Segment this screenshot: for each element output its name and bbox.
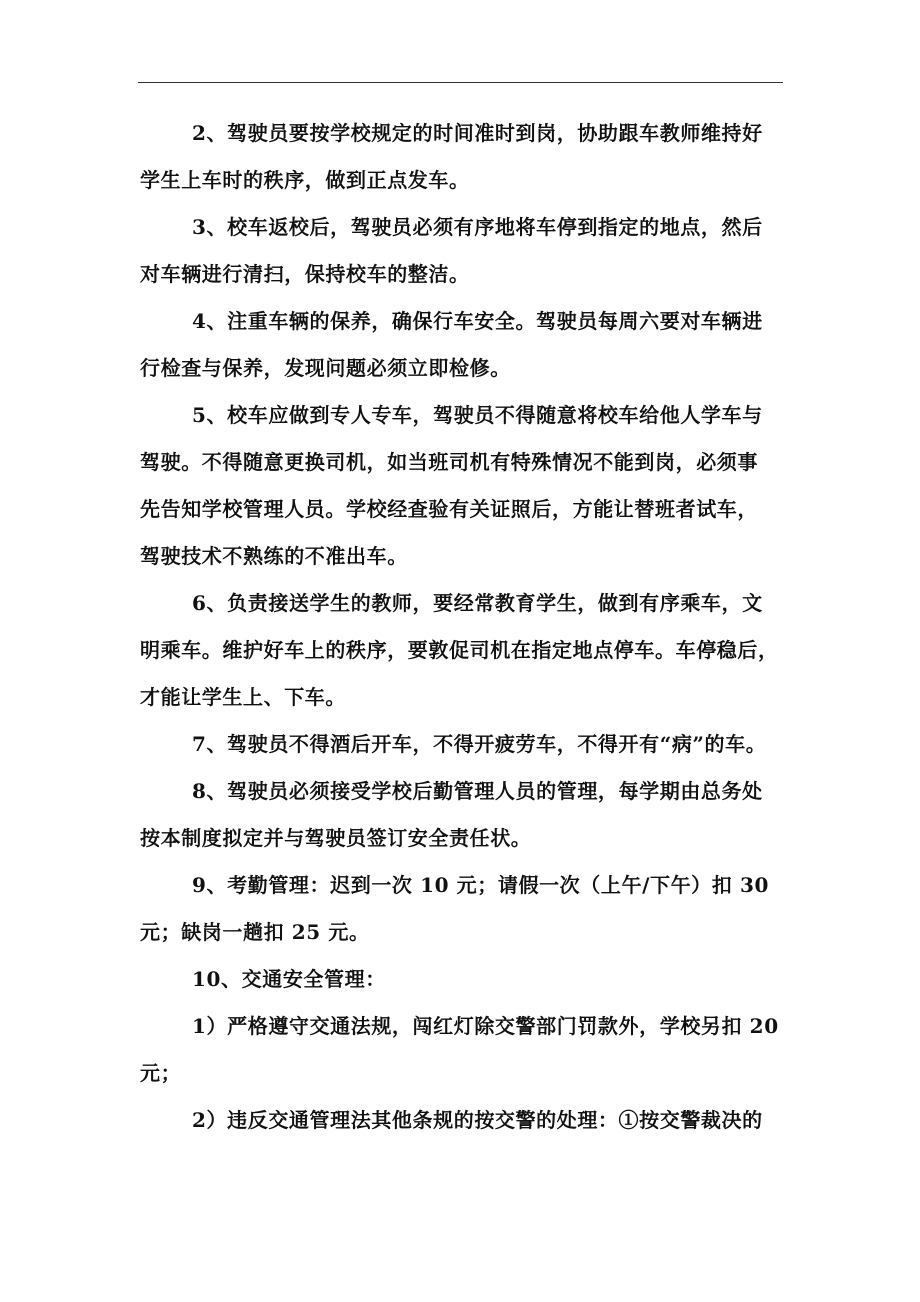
paragraph-line: 学生上车时的秩序，做到正点发车。	[140, 168, 470, 192]
paragraph-line: 7、驾驶员不得酒后开车，不得开疲劳车，不得开有“病”的车。	[192, 732, 767, 756]
paragraph-line: 2）违反交通管理法其他条规的按交警的处理：①按交警裁决的	[192, 1108, 763, 1132]
header-rule	[138, 82, 783, 83]
paragraph-8	[140, 768, 800, 862]
paragraph-line: 对车辆进行清扫，保持校车的整洁。	[140, 262, 470, 286]
paragraph-5	[140, 392, 800, 580]
paragraph-2	[140, 110, 800, 204]
paragraph-line: 5、校车应做到专人专车，驾驶员不得随意将校车给他人学车与	[192, 403, 763, 427]
paragraph-10-1	[140, 1003, 800, 1097]
document-body	[140, 110, 800, 1144]
paragraph-4	[140, 298, 800, 392]
paragraph-line: 3、校车返校后，驾驶员必须有序地将车停到指定的地点，然后	[192, 215, 763, 239]
paragraph-10	[140, 956, 800, 1003]
paragraph-line: 元；缺岗一趟扣 25 元。	[140, 920, 370, 944]
paragraph-line: 按本制度拟定并与驾驶员签订安全责任状。	[140, 826, 532, 850]
paragraph-line: 驾驶技术不熟练的不准出车。	[140, 544, 408, 568]
paragraph-line: 1）严格遵守交通法规，闯红灯除交警部门罚款外，学校另扣 20	[192, 1014, 779, 1038]
paragraph-10-2	[140, 1097, 800, 1144]
paragraph-line: 10、交通安全管理：	[192, 967, 386, 991]
paragraph-line: 9、考勤管理：迟到一次 10 元；请假一次（上午/下午）扣 30	[192, 873, 769, 897]
paragraph-line: 4、注重车辆的保养，确保行车安全。驾驶员每周六要对车辆进	[192, 309, 763, 333]
paragraph-line: 明乘车。维护好车上的秩序，要敦促司机在指定地点停车。车停稳后，	[140, 638, 779, 662]
paragraph-line: 8、驾驶员必须接受学校后勤管理人员的管理，每学期由总务处	[192, 779, 763, 803]
paragraph-line: 驾驶。不得随意更换司机，如当班司机有特殊情况不能到岗，必须事	[140, 450, 758, 474]
paragraph-line: 行检查与保养，发现问题必须立即检修。	[140, 356, 511, 380]
paragraph-line: 6、负责接送学生的教师，要经常教育学生，做到有序乘车，文	[192, 591, 763, 615]
paragraph-7	[140, 721, 800, 768]
paragraph-line: 元；	[140, 1061, 182, 1085]
paragraph-line: 2、驾驶员要按学校规定的时间准时到岗，协助跟车教师维持好	[192, 121, 763, 145]
paragraph-9	[140, 862, 800, 956]
paragraph-6	[140, 580, 800, 721]
paragraph-3	[140, 204, 800, 298]
paragraph-line: 先告知学校管理人员。学校经查验有关证照后，方能让替班者试车，	[140, 497, 758, 521]
paragraph-line: 才能让学生上、下车。	[140, 685, 346, 709]
